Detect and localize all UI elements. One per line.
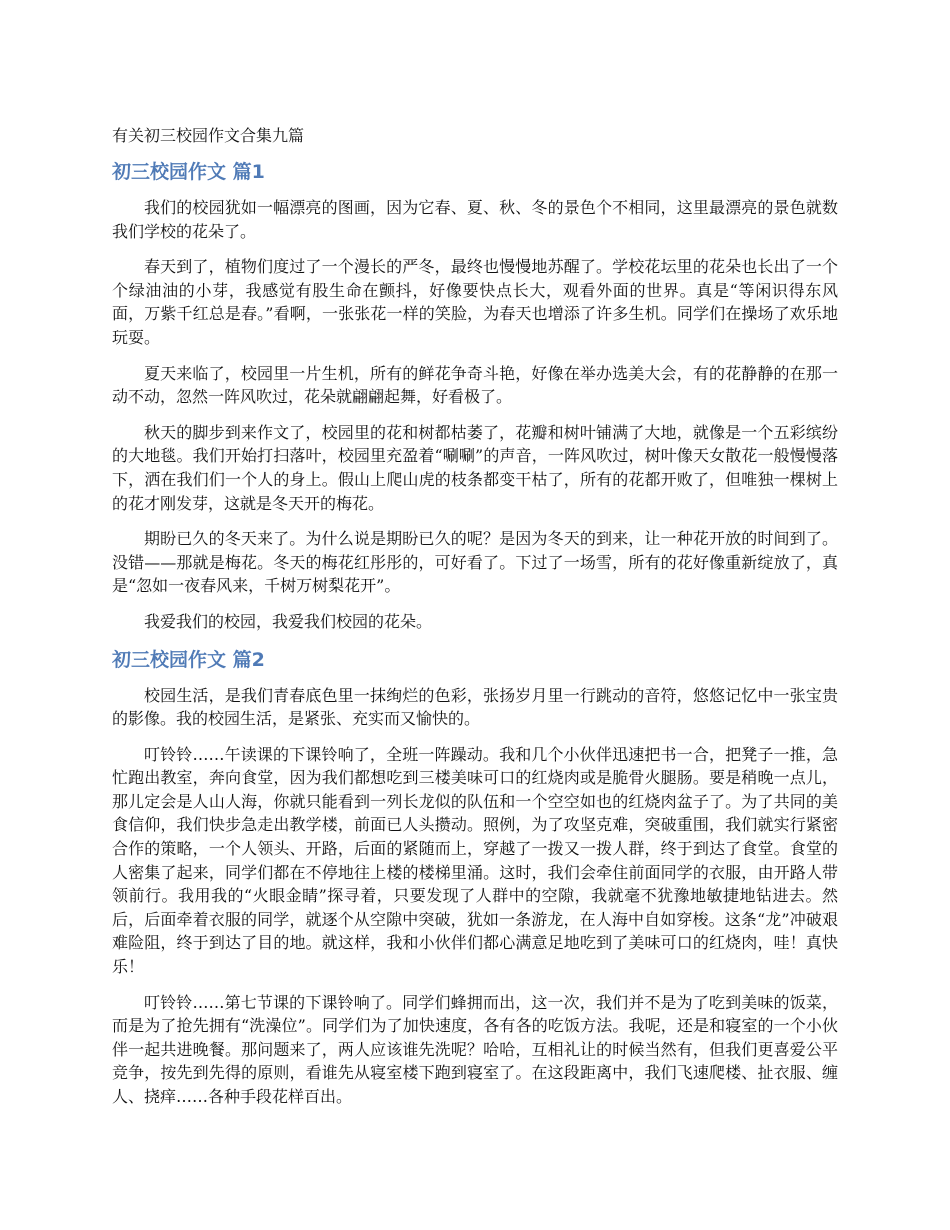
document-title: 有关初三校园作文合集九篇 (112, 126, 305, 145)
paragraph: 期盼已久的冬天来了。为什么说是期盼已久的呢？是因为冬天的到来，让一种花开放的时间到了。没错——那就是梅花。冬天的梅花红彤彤的，可好看了。下过了一场雪，所有的花好像重新绽放了，真是“忽如一夜春风来，千树万树梨花开”。 (112, 529, 838, 596)
paragraph: 我爱我们的校园，我爱我们校园的花朵。 (144, 611, 433, 631)
paragraph: 校园生活，是我们青春底色里一抹绚烂的色彩，张扬岁月里一行跳动的音符，悠悠记忆中一张宝贵的影像。我的校园生活，是紧张、充实而又愉快的。 (112, 685, 838, 729)
paragraph: 夏天来临了，校园里一片生机，所有的鲜花争奇斗艳，好像在举办选美大会，有的花静静的在那一动不动，忽然一阵风吹过，花朵就翩翩起舞，好看极了。 (112, 363, 838, 407)
paragraph: 秋天的脚步到来作文了，校园里的花和树都枯萎了，花瓣和树叶铺满了大地，就像是一个五彩缤纷的大地毯。我们开始打扫落叶，校园里充盈着“唰唰”的声音，一阵风吹过，树叶像天女散花一般慢慢落下，洒在我们们一个人的身上。假山上爬山虎的枝条都变干枯了，所有的花都开败了，但唯独一棵树上的花才刚发芽，这就是冬天开的梅花。 (112, 422, 838, 513)
paragraph: 叮铃铃……第七节课的下课铃响了。同学们蜂拥而出，这一次，我们并不是为了吃到美味的饭菜，而是为了抢先拥有“洗澡位”。同学们为了加快速度，各有各的吃饭方法。我呢，还是和寝室的一个小伙伴一起共进晚餐。那问题来了，两人应该谁先洗呢？哈哈，互相礼让的时候当然有，但我们更喜爱公平竞争，按先到先得的原则，看谁先从寝室楼下跑到寝室了。在这段距离中，我们飞速爬楼、扯衣服、缠人、挠痒……各种手段花样百出。 (112, 992, 838, 1106)
section-heading: 初三校园作文 篇2 (112, 648, 265, 671)
essay-section-2 (112, 646, 838, 1109)
essay-section-1 (112, 158, 838, 634)
paragraph: 叮铃铃……午读课的下课铃响了，全班一阵躁动。我和几个小伙伴迅速把书一合，把凳子一推，急忙跑出教室，奔向食堂，因为我们都想吃到三楼美味可口的红烧肉或是脆骨火腿肠。要是稍晚一点儿，那儿定会是人山人海，你就只能看到一列长龙似的队伍和一个空空如也的红烧肉盆子了。为了共同的美食信仰，我们快步急走出教学楼，前面已人头攒动。照例，为了攻坚克难，突破重围，我们就实行紧密合作的策略，一个人领头、开路，后面的紧随而上，穿越了一拨又一拨人群，终于到达了食堂。食堂的人密集了起来，同学们都在不停地往上楼的楼梯里涌。这时，我们会牵住前面同学的衣服，由开路人带领前行。我用我的“火眼金睛”探寻着，只要发现了人群中的空隙，我就毫不犹豫地敏捷地钻进去。然后，后面牵着衣服的同学，就逐个从空隙中突破，犹如一条游龙，在人海中自如穿梭。这条“龙”冲破艰难险阻，终于到达了目的地。就这样，我和小伙伴们都心满意足地吃到了美味可口的红烧肉，哇！真快乐！ (112, 744, 838, 977)
section-heading: 初三校园作文 篇1 (112, 161, 265, 183)
paragraph: 春天到了，植物们度过了一个漫长的严冬，最终也慢慢地苏醒了。学校花坛里的花朵也长出了一个个绿油油的小芽，我感觉有股生命在颤抖，好像要快点长大，观看外面的世界。真是“等闲识得东风面，万紫千红总是春。”看啊，一张张花一样的笑脸，为春天也增添了许多生机。同学们在操场了欢乐地玩耍。 (112, 257, 838, 347)
paragraph: 我们的校园犹如一幅漂亮的图画，因为它春、夏、秋、冬的景色个不相同，这里最漂亮的景色就数我们学校的花朵了。 (112, 198, 838, 241)
